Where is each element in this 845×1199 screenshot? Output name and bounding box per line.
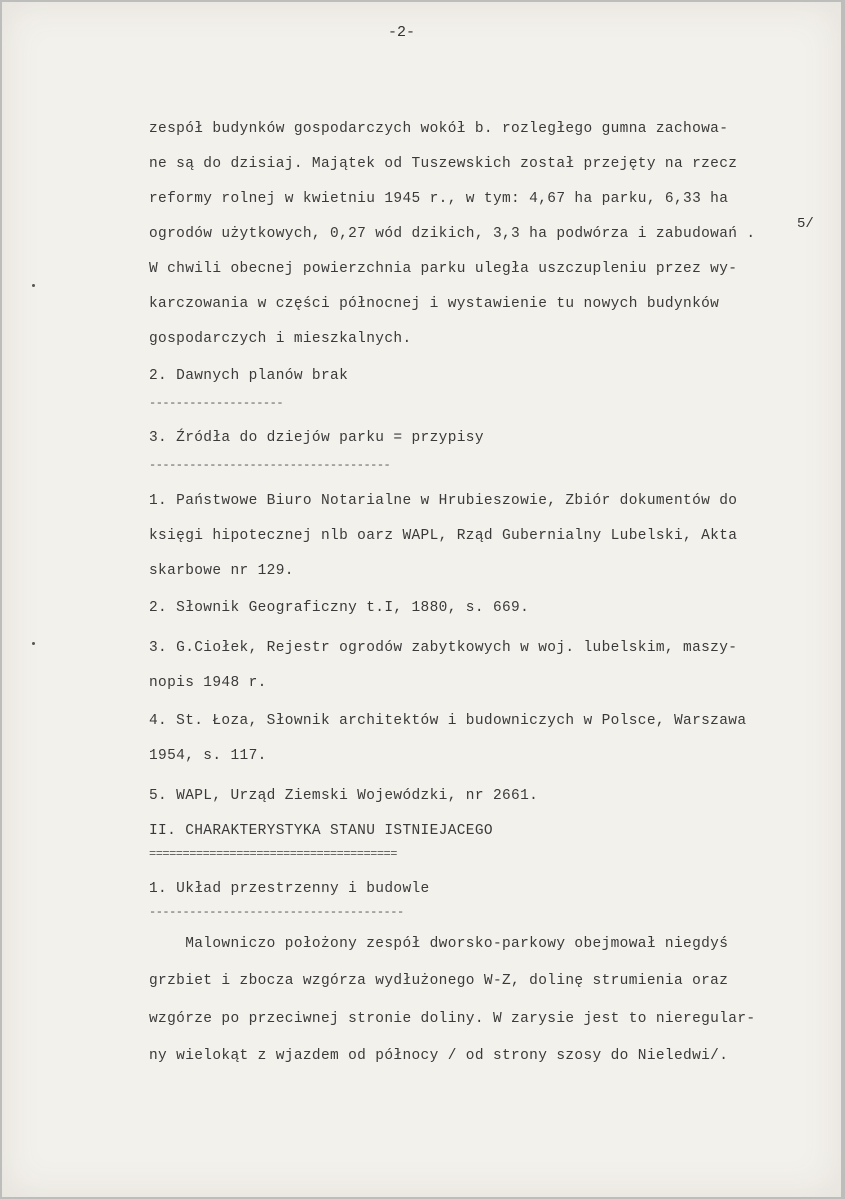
reference-line: nopis 1948 r. bbox=[149, 675, 267, 691]
heading-underline: -------------------------------------- bbox=[149, 906, 404, 918]
text-line: W chwili obecnej powierzchnia parku uległa uszczupleniu przez wy- bbox=[149, 261, 738, 277]
text-line: Malowniczo położony zespół dworsko-parkowy obejmował niegdyś bbox=[149, 936, 729, 952]
section-heading: 2. Dawnych planów brak bbox=[149, 368, 349, 384]
document-page bbox=[2, 2, 841, 1197]
paper-speck bbox=[32, 642, 35, 645]
reference-line: skarbowe nr 129. bbox=[149, 563, 294, 579]
reference-line: 5. WAPL, Urząd Ziemski Wojewódzki, nr 2661. bbox=[149, 788, 539, 804]
section-heading: 1. Układ przestrzenny i budowle bbox=[149, 881, 430, 897]
text-line: ny wielokąt z wjazdem od północy / od strony szosy do Nieledwi/. bbox=[149, 1048, 729, 1064]
text-line: gospodarczych i mieszkalnych. bbox=[149, 331, 412, 347]
text-line: karczowania w części północnej i wystawienie tu nowych budynków bbox=[149, 296, 720, 312]
reference-line: 3. G.Ciołek, Rejestr ogrodów zabytkowych w woj. lubelskim, maszy- bbox=[149, 640, 738, 656]
reference-line: 1954, s. 117. bbox=[149, 748, 267, 764]
reference-line: 4. St. Łoza, Słownik architektów i budowniczych w Polsce, Warszawa bbox=[149, 713, 747, 729]
text-line: ne są do dzisiaj. Majątek od Tuszewskich został przejęty na rzecz bbox=[149, 156, 738, 172]
heading-double-underline: ===================================== bbox=[149, 848, 397, 860]
heading-underline: -------------------- bbox=[149, 397, 284, 409]
margin-note: 5/ bbox=[797, 216, 814, 232]
chapter-heading: II. CHARAKTERYSTYKA STANU ISTNIEJACEGO bbox=[149, 823, 493, 839]
text-line: grzbiet i zbocza wzgórza wydłużonego W-Z, dolinę strumienia oraz bbox=[149, 973, 729, 989]
section-heading: 3. Źródła do dziejów parku = przypisy bbox=[149, 430, 484, 446]
text-line: reformy rolnej w kwietniu 1945 r., w tym: 4,67 ha parku, 6,33 ha bbox=[149, 191, 729, 207]
text-line: ogrodów użytkowych, 0,27 wód dzikich, 3,3 ha podwórza i zabudowań . bbox=[149, 226, 756, 242]
reference-line: 1. Państwowe Biuro Notarialne w Hrubieszowie, Zbiór dokumentów do bbox=[149, 493, 738, 509]
page-number: -2- bbox=[388, 24, 416, 41]
paper-speck bbox=[32, 284, 35, 287]
text-line: wzgórze po przeciwnej stronie doliny. W zarysie jest to nieregular- bbox=[149, 1011, 756, 1027]
reference-line: księgi hipotecznej nlb oarz WAPL, Rząd Gubernialny Lubelski, Akta bbox=[149, 528, 738, 544]
text-line: zespół budynków gospodarczych wokół b. rozległego gumna zachowa- bbox=[149, 121, 729, 137]
reference-line: 2. Słownik Geograficzny t.I, 1880, s. 669. bbox=[149, 600, 530, 616]
heading-underline: ------------------------------------ bbox=[149, 459, 391, 471]
